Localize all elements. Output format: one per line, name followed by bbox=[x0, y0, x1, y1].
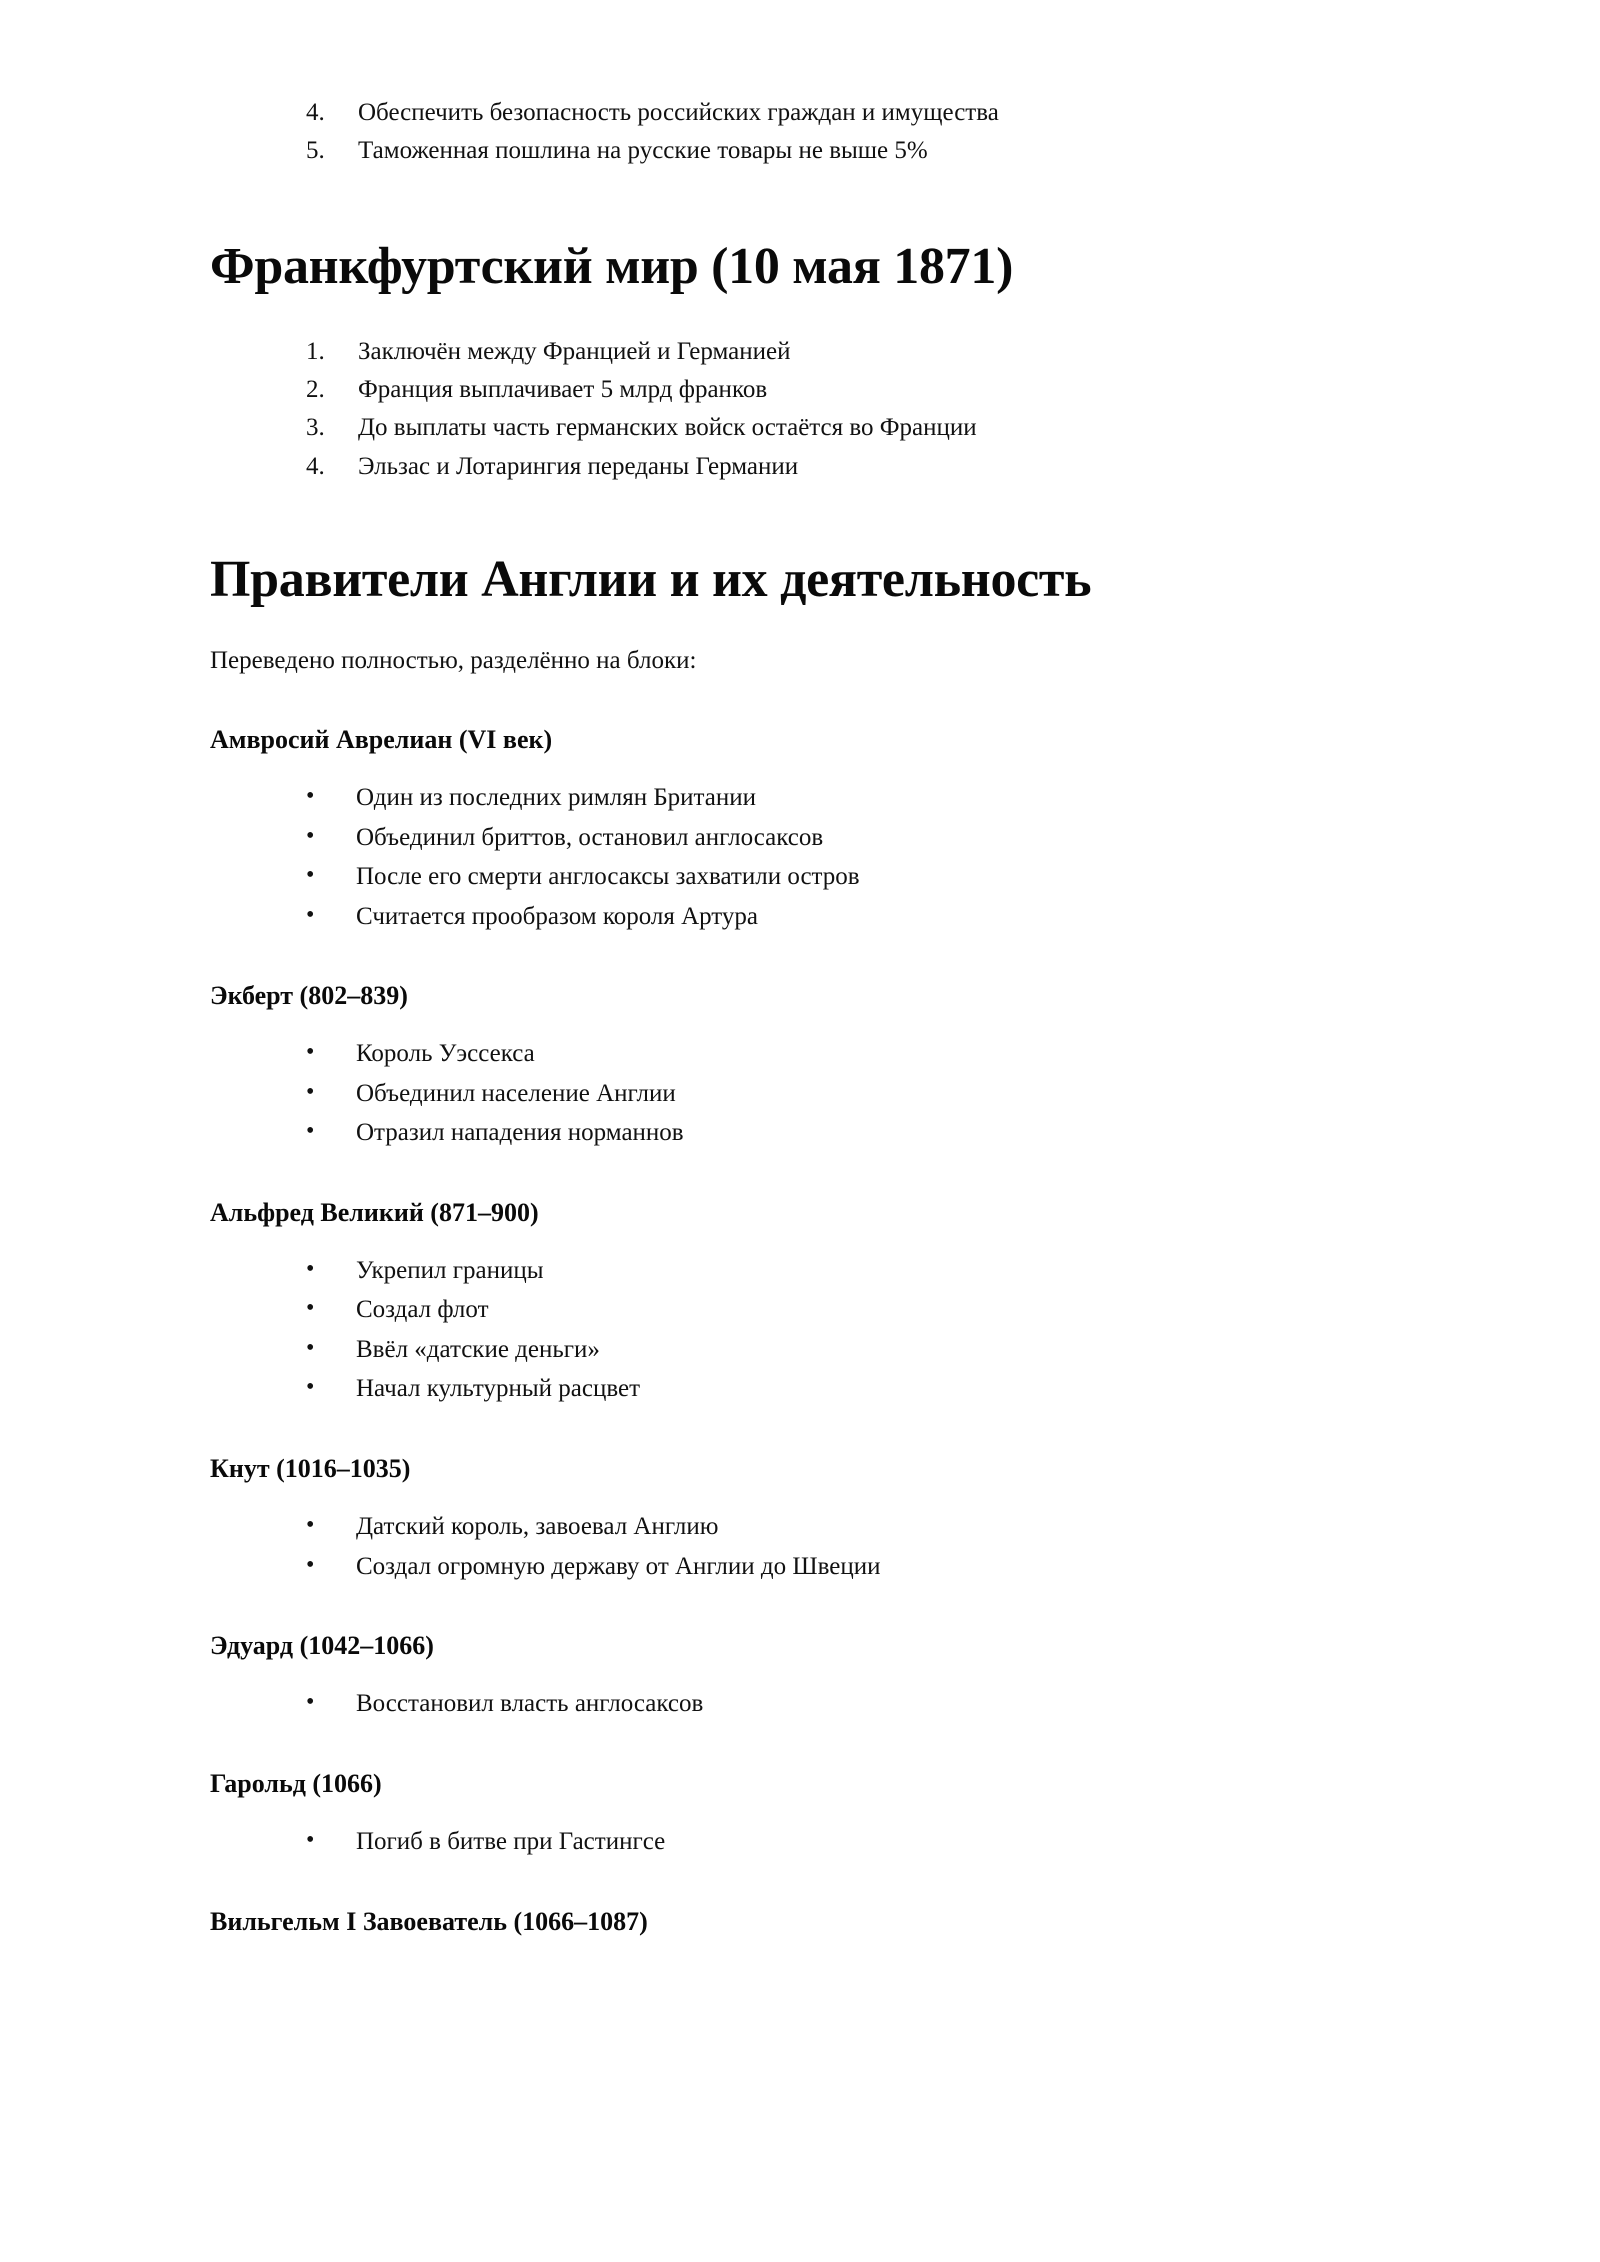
list-item: • Укрепил границы bbox=[304, 1254, 1390, 1289]
list-item: • Объединил бриттов, остановил англосаксов bbox=[304, 821, 1390, 856]
subsection-heading: Кнут (1016–1035) bbox=[210, 1453, 411, 1483]
list-item: • Ввёл «датские деньги» bbox=[304, 1333, 1390, 1368]
list-item: • Король Уэссекса bbox=[304, 1037, 1390, 1072]
subsection-heading-block-edward bbox=[210, 1630, 1390, 1661]
subsection-heading-block-egbert bbox=[210, 980, 1390, 1011]
heading-block bbox=[210, 550, 1390, 610]
subsection-heading-block-cnut bbox=[210, 1453, 1390, 1484]
intro-paragraph-block bbox=[210, 644, 1390, 678]
list-item: • Создал флот bbox=[304, 1293, 1390, 1328]
frankfurt-terms-list bbox=[210, 335, 1390, 484]
section-frankfurt-peace bbox=[210, 237, 1390, 484]
section-english-rulers bbox=[210, 550, 1390, 1937]
subsection-heading: Амвросий Аврелиан (VI век) bbox=[210, 724, 553, 754]
alfred-facts-list bbox=[210, 1254, 1390, 1407]
cnut-facts-list bbox=[210, 1510, 1390, 1584]
list-item: Обеспечить безопасность российских граждан и имущества bbox=[358, 99, 999, 126]
section-heading: Правители Англии и их деятельность bbox=[210, 550, 1092, 608]
subsection-heading-block-harold bbox=[210, 1768, 1390, 1799]
list-item: Заключён между Францией и Германией bbox=[358, 337, 791, 365]
subsection-heading: Вильгельм I Завоеватель (1066–1087) bbox=[210, 1906, 648, 1936]
list-item: • Считается прообразом короля Артура bbox=[304, 900, 1390, 935]
ambrosius-facts-block bbox=[210, 781, 1390, 934]
harold-facts-list bbox=[210, 1825, 1390, 1860]
heading-block bbox=[210, 237, 1390, 297]
list-item: • Создал огромную державу от Англии до Швеции bbox=[304, 1550, 1390, 1585]
subsection-heading-block-alfred bbox=[210, 1197, 1390, 1228]
cnut-facts-block bbox=[210, 1510, 1390, 1584]
list-item: Таможенная пошлина на русские товары не выше 5% bbox=[358, 137, 928, 165]
list-item: • Восстановил власть англосаксов bbox=[304, 1687, 1390, 1722]
list-item: До выплаты часть германских войск остаётся во Франции bbox=[358, 414, 977, 442]
list-item: • Один из последних римлян Британии bbox=[304, 781, 1390, 816]
edward-facts-list bbox=[210, 1687, 1390, 1722]
list-item: • Объединил население Англии bbox=[304, 1077, 1390, 1112]
egbert-facts-list bbox=[210, 1037, 1390, 1151]
list-item: • После его смерти англосаксы захватили остров bbox=[304, 860, 1390, 895]
list-item: Франция выплачивает 5 млрд франков bbox=[358, 376, 768, 404]
list-item: • Начал культурный расцвет bbox=[304, 1372, 1390, 1407]
subsection-heading-block-william bbox=[210, 1906, 1390, 1937]
subsection-heading: Гарольд (1066) bbox=[210, 1768, 382, 1798]
subsection-heading-block-ambrosius bbox=[210, 724, 1390, 755]
section-heading: Франкфуртский мир (10 мая 1871) bbox=[210, 237, 1014, 295]
continued-numbered-list bbox=[210, 96, 1390, 169]
frankfurt-terms-list-block bbox=[210, 335, 1390, 484]
list-item: Эльзас и Лотарингия переданы Германии bbox=[358, 452, 799, 480]
subsection-heading: Альфред Великий (871–900) bbox=[210, 1197, 539, 1227]
egbert-facts-block bbox=[210, 1037, 1390, 1151]
intro-paragraph: Переведено полностью, разделённо на блоки: bbox=[210, 647, 697, 675]
harold-facts-block bbox=[210, 1825, 1390, 1860]
subsection-heading: Экберт (802–839) bbox=[210, 981, 408, 1011]
list-item: • Датский король, завоевал Англию bbox=[304, 1510, 1390, 1545]
list-item: • Погиб в битве при Гастингсе bbox=[304, 1825, 1390, 1860]
subsection-heading: Эдуард (1042–1066) bbox=[210, 1631, 434, 1661]
alfred-facts-block bbox=[210, 1254, 1390, 1407]
list-item: • Отразил нападения норманнов bbox=[304, 1116, 1390, 1151]
ambrosius-facts-list bbox=[210, 781, 1390, 934]
edward-facts-block bbox=[210, 1687, 1390, 1722]
continued-numbered-list-block bbox=[210, 96, 1390, 169]
